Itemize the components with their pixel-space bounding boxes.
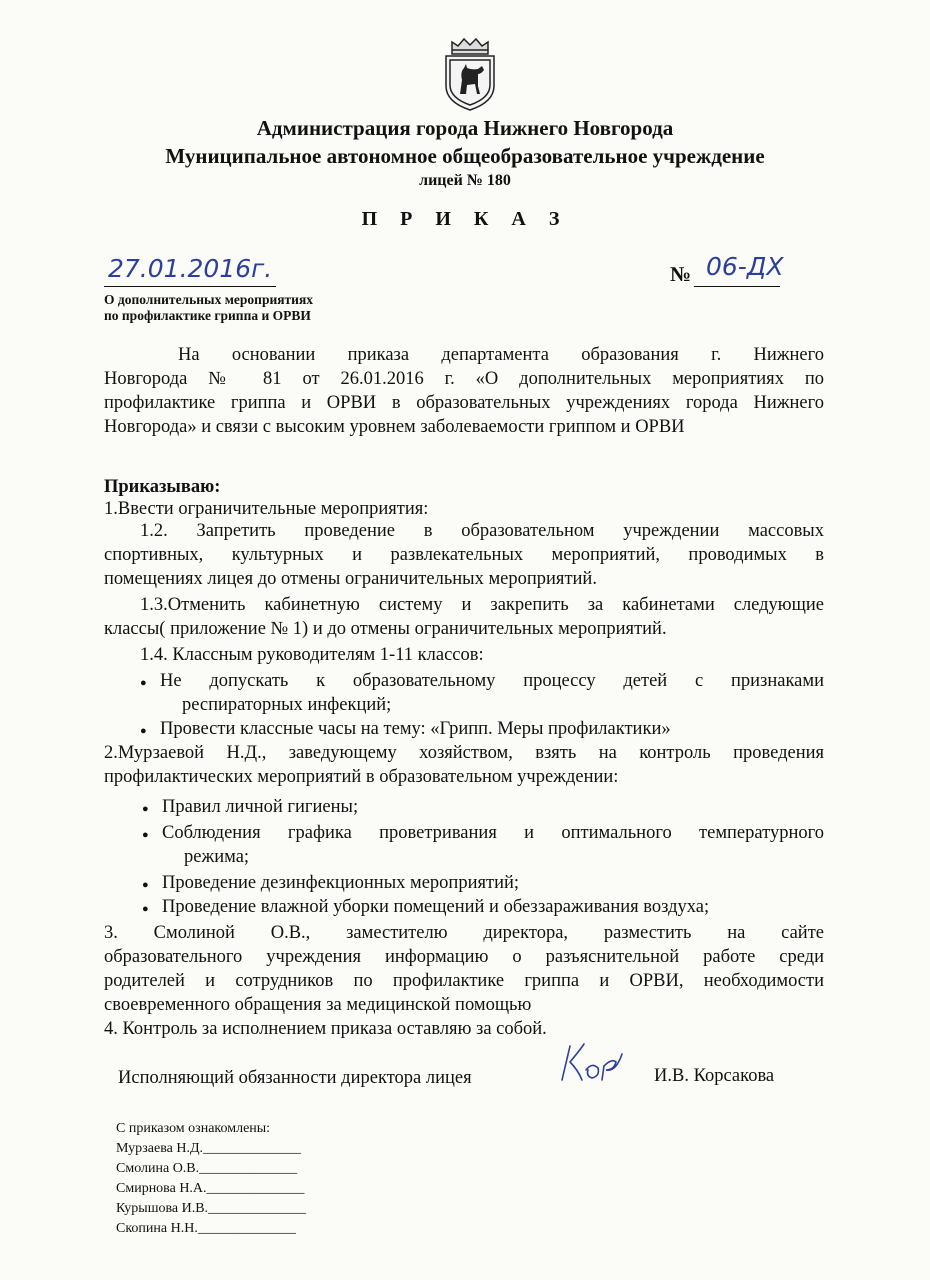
order-date: 27.01.2016г. bbox=[108, 254, 273, 283]
item-1: 1.Ввести ограничительные мероприятия: bbox=[104, 499, 429, 519]
header-institution: Муниципальное автономное общеобразовательное учреждение bbox=[165, 144, 765, 168]
item-3-line: 3. Смолиной О.В., заместителю директора, разместить на сайте bbox=[104, 923, 824, 943]
preamble-line: профилактике гриппа и ОРВИ в образовательных учреждениях города Нижнего bbox=[104, 393, 824, 413]
header-administration: Администрация города Нижнего Новгорода bbox=[256, 116, 674, 140]
item-1-2-line: спортивных, культурных и развлекательных мероприятий, проводимых в bbox=[104, 545, 824, 565]
item-1-4: 1.4. Классным руководителям 1-11 классов: bbox=[140, 645, 484, 665]
order-word: Приказываю: bbox=[104, 477, 221, 497]
preamble-line: Новгорода № 81 от 26.01.2016 г. «О дополнительных мероприятиях по bbox=[104, 369, 824, 389]
order-number: 06-ДХ bbox=[706, 252, 784, 281]
item-1-3-line: 1.3.Отменить кабинетную систему и закрепить за кабинетами следующие bbox=[140, 595, 824, 615]
preamble-line: На основании приказа департамента образования г. Нижнего bbox=[178, 345, 824, 365]
bullet-item-cont: респираторных инфекций; bbox=[182, 695, 392, 715]
signer-name: И.В. Корсакова bbox=[654, 1066, 775, 1086]
coat-of-arms-icon bbox=[440, 36, 500, 112]
bullet-item: ● Проведение дезинфекционных мероприятий; bbox=[162, 872, 824, 894]
item-2-line: 2.Мурзаевой Н.Д., заведующему хозяйством, взять на контроль проведения bbox=[104, 743, 824, 763]
item-4: 4. Контроль за исполнением приказа оставляю за собой. bbox=[104, 1019, 547, 1039]
bullet-item: ● Не допускать к образовательному процессу детей с признаками bbox=[160, 670, 824, 692]
signature-icon bbox=[556, 1040, 626, 1086]
item-1-2-line: помещениях лицея до отмены ограничительных мероприятий. bbox=[104, 569, 597, 589]
bullet-item: ● Проведение влажной уборки помещений и обеззараживания воздуха; bbox=[162, 896, 824, 918]
preamble-line: Новгорода» и связи с высоким уровнем заболеваемости гриппом и ОРВИ bbox=[104, 417, 685, 437]
acknowledgement-entry: Курышова И.В.______________ bbox=[116, 1201, 307, 1216]
bullet-item: ● Провести классные часы на тему: «Грипп. Меры профилактики» bbox=[160, 718, 824, 740]
signer-position: Исполняющий обязанности директора лицея bbox=[118, 1068, 472, 1088]
bullet-item: ● Правил личной гигиены; bbox=[162, 796, 824, 818]
acknowledgement-entry: Скопина Н.Н.______________ bbox=[116, 1221, 296, 1236]
item-3-line: своевременного обращения за медицинской помощью bbox=[104, 995, 532, 1015]
item-1-3-line: классы( приложение № 1) и до отмены ограничительных мероприятий. bbox=[104, 619, 667, 639]
acknowledgement-title: С приказом ознакомлены: bbox=[116, 1121, 271, 1136]
header-lyceum: лицей № 180 bbox=[419, 172, 511, 189]
item-3-line: родителей и сотрудников по профилактике гриппа и ОРВИ, необходимости bbox=[104, 971, 824, 991]
item-2-line: профилактических мероприятий в образовательном учреждении: bbox=[104, 767, 619, 787]
item-1-2-line: 1.2. Запретить проведение в образовательном учреждении массовых bbox=[140, 521, 824, 541]
bullet-item-cont: режима; bbox=[184, 847, 250, 867]
acknowledgement-entry: Смолина О.В.______________ bbox=[116, 1161, 298, 1176]
document-title: П Р И К А З bbox=[361, 208, 569, 230]
acknowledgement-entry: Мурзаева Н.Д.______________ bbox=[116, 1141, 302, 1156]
bullet-item: ● Соблюдения графика проветривания и оптимального температурного bbox=[162, 822, 824, 844]
acknowledgement-entry: Смирнова Н.А.______________ bbox=[116, 1181, 305, 1196]
order-subject: О дополнительных мероприятиях по профилактике гриппа и ОРВИ bbox=[104, 292, 313, 323]
number-label: № bbox=[670, 262, 692, 286]
item-3-line: образовательного учреждения информацию о разъяснительной работе среди bbox=[104, 947, 824, 967]
